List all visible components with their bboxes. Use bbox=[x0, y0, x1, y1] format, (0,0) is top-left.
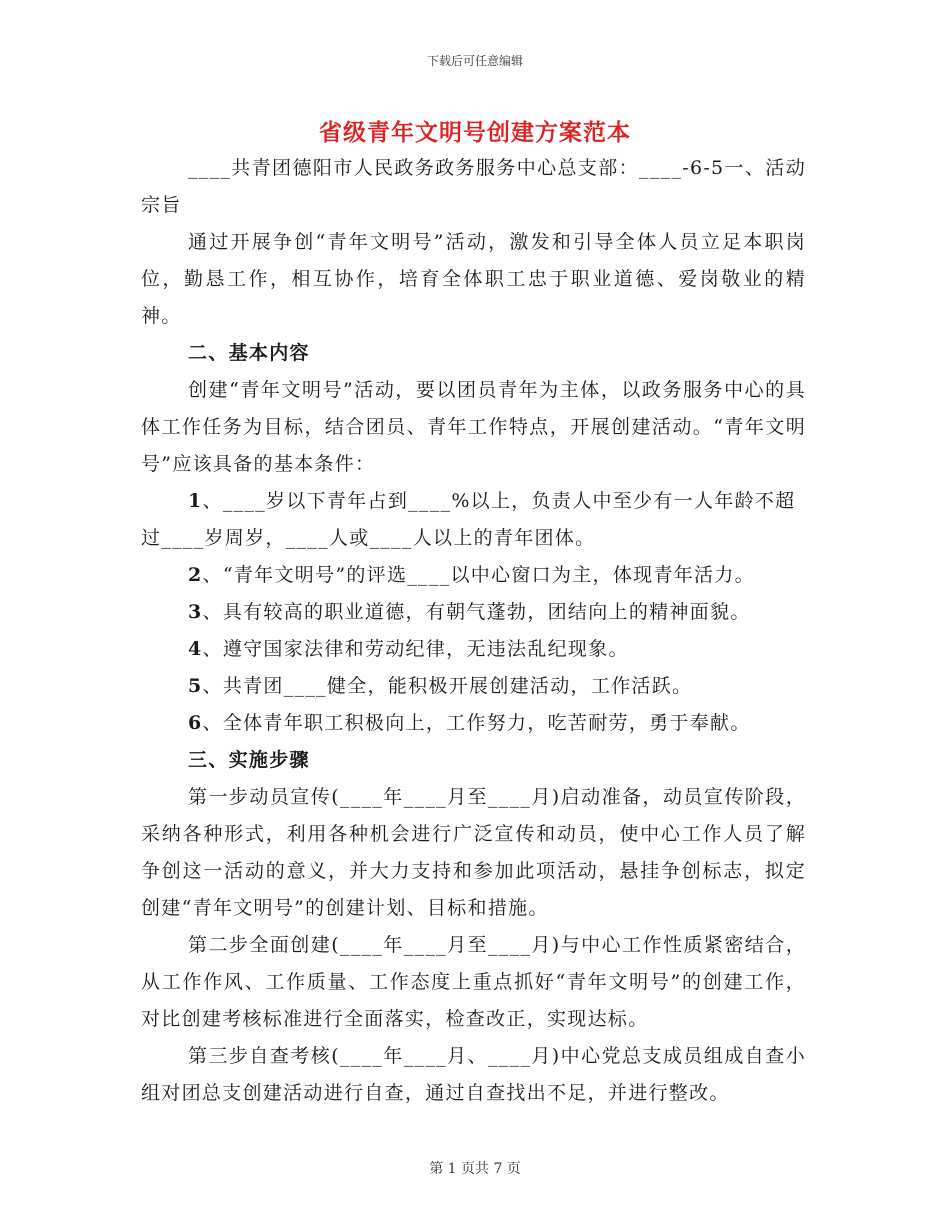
section-heading: 三、实施步骤 bbox=[188, 749, 310, 771]
list-item bbox=[141, 631, 806, 668]
document-title: 省级青年文明号创建方案范本 bbox=[319, 119, 631, 146]
paragraph-intro: ____共青团德阳市人民政务政务服务中心总支部：____-6-5一、活动宗旨 bbox=[141, 157, 806, 216]
item-text: 、____岁以下青年占到____%以上，负责人中至少有一人年龄不超过____岁周岁，____人或____人以上的青年团体。 bbox=[141, 490, 796, 549]
list-item bbox=[141, 483, 806, 557]
document-body bbox=[141, 150, 806, 1112]
item-text: 、具有较高的职业道德，有朝气蓬勃，团结向上的精神面貌。 bbox=[202, 601, 751, 623]
item-number: 2 bbox=[188, 564, 203, 586]
header-note: 下载后可任意编辑 bbox=[426, 54, 523, 68]
item-text: 、全体青年职工积极向上，工作努力，吃苦耐劳，勇于奉献。 bbox=[202, 712, 751, 734]
item-number: 1 bbox=[188, 490, 203, 512]
list-item bbox=[141, 594, 806, 631]
section-heading: 二、基本内容 bbox=[188, 342, 310, 364]
list-item bbox=[141, 668, 806, 705]
item-number: 5 bbox=[188, 675, 203, 697]
paragraph-step-3: 第三步自查考核(____年____月、____月)中心党总支成员组成自查小组对团总支创建活动进行自查，通过自查找出不足，并进行整改。 bbox=[141, 1045, 806, 1104]
item-text: 、“青年文明号”的评选____以中心窗口为主，体现青年活力。 bbox=[202, 564, 755, 586]
paragraph-step-1: 第一步动员宣传(____年____月至____月)启动准备，动员宣传阶段，采纳各种形式，利用各种机会进行广泛宣传和动员，使中心工作人员了解争创这一活动的意义，并大力支持和参加此项活动，悬挂争创标志，拟定创建“青年文明号”的创建计划、目标和措施。 bbox=[141, 786, 806, 919]
item-number: 6 bbox=[188, 712, 203, 734]
item-number: 4 bbox=[188, 638, 203, 660]
item-text: 、共青团____健全，能积极开展创建活动，工作活跃。 bbox=[202, 675, 693, 697]
list-item bbox=[141, 557, 806, 594]
paragraph-content: 创建“青年文明号”活动，要以团员青年为主体，以政务服务中心的具体工作任务为目标，结合团员、青年工作特点，开展创建活动。“青年文明号”应该具备的基本条件： bbox=[141, 379, 806, 475]
paragraph-step-2: 第二步全面创建(____年____月至____月)与中心工作性质紧密结合，从工作作风、工作质量、工作态度上重点抓好“青年文明号”的创建工作，对比创建考核标准进行全面落实，检查改正，实现达标。 bbox=[141, 934, 806, 1030]
paragraph-purpose: 通过开展争创“青年文明号”活动，激发和引导全体人员立足本职岗位，勤恳工作，相互协作，培育全体职工忠于职业道德、爱岗敬业的精神。 bbox=[141, 231, 806, 327]
item-text: 、遵守国家法律和劳动纪律，无违法乱纪现象。 bbox=[202, 638, 629, 660]
list-item bbox=[141, 705, 806, 742]
page-footer: 第 1 页共 7 页 bbox=[429, 1161, 521, 1177]
item-number: 3 bbox=[188, 601, 203, 623]
